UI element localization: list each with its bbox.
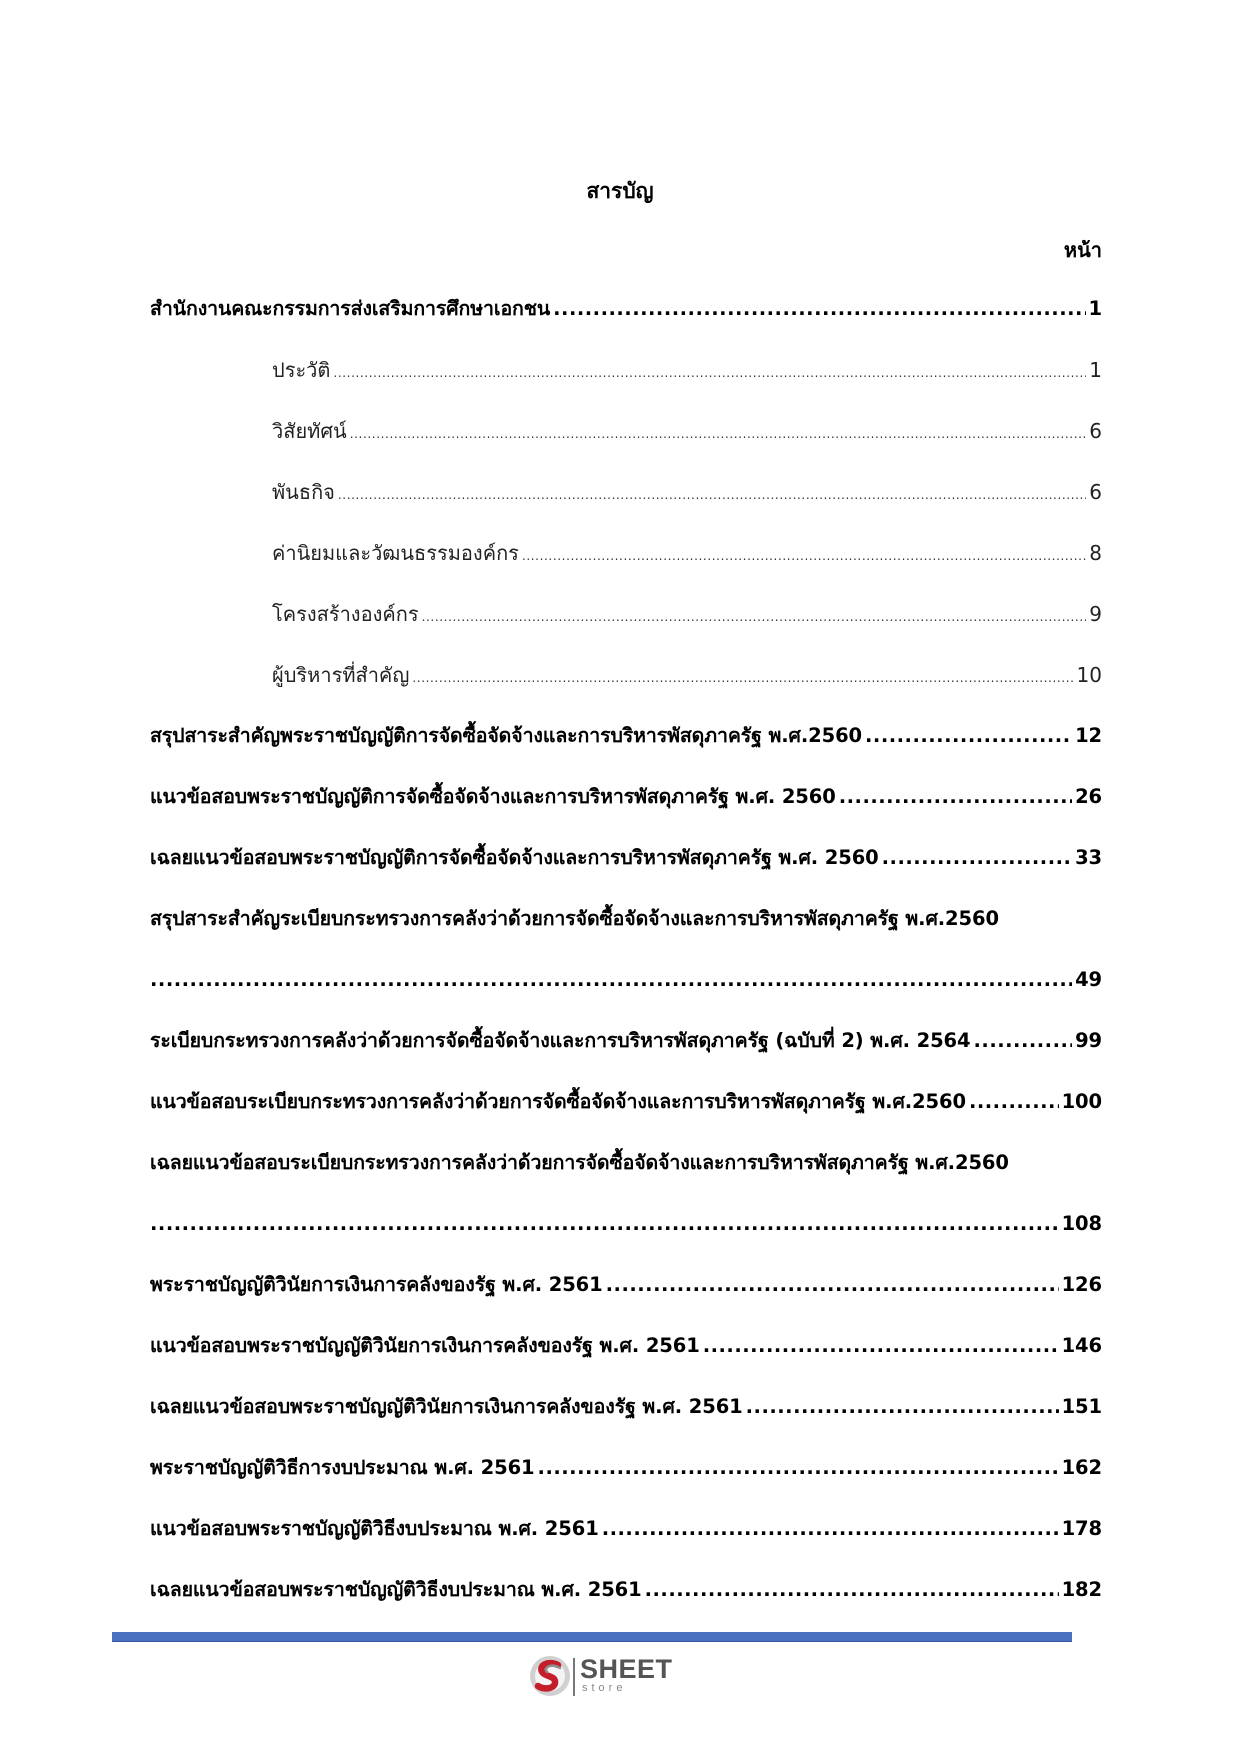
dot-leader — [865, 721, 1072, 751]
dot-leader — [969, 1087, 1059, 1117]
dot-leader — [333, 358, 1086, 388]
toc-entry-title: วิสัยทัศน์ — [272, 419, 347, 443]
toc-entry — [150, 1331, 1102, 1392]
toc-entry-page-number: 100 — [1061, 1090, 1102, 1113]
dot-leader — [606, 1270, 1059, 1300]
toc-entry — [150, 1453, 1102, 1514]
toc-entry-title: พระราชบัญญัติวินัยการเงินการคลังของรัฐ พ.ศ. 2561 — [150, 1273, 603, 1296]
logo-separator — [573, 1658, 575, 1696]
toc-entry-page-number: 108 — [1061, 1212, 1102, 1235]
toc-entry-page-number: 10 — [1076, 663, 1102, 687]
toc-entry — [150, 355, 1102, 416]
toc-entry — [150, 538, 1102, 599]
toc-entry-title: ระเบียบกระทรวงการคลังว่าด้วยการจัดซื้อจัดจ้างและการบริหารพัสดุภาครัฐ (ฉบับที่ 2) พ.ศ. 2564 — [150, 1029, 971, 1052]
dot-leader — [882, 843, 1072, 873]
toc-entry-title: แนวข้อสอบพระราชบัญญัติวิธีงบประมาณ พ.ศ. 2561 — [150, 1517, 599, 1540]
toc-entry-continuation — [150, 965, 1102, 995]
toc-entry-continuation — [150, 1209, 1102, 1239]
toc-entry-page-number: 151 — [1061, 1395, 1102, 1418]
toc-entry-title: ประวัติ — [272, 358, 331, 382]
dot-leader — [839, 782, 1072, 812]
logo-text: SHEET — [580, 1654, 673, 1684]
page-column-header: หน้า — [1063, 238, 1102, 262]
toc-entry-title: ค่านิยมและวัฒนธรรมองค์กร — [272, 541, 519, 565]
toc-entry-title: เฉลยแนวข้อสอบพระราชบัญญัติวิธีงบประมาณ พ.ศ. 2561 — [150, 1578, 642, 1601]
dot-leader — [974, 1026, 1073, 1056]
toc-entry-page-number: 1 — [1088, 297, 1102, 320]
toc-entry — [150, 1026, 1102, 1087]
toc-entry — [150, 599, 1102, 660]
toc-entry — [150, 477, 1102, 538]
toc-entry-page-number: 126 — [1061, 1273, 1102, 1296]
page-title: สารบัญ — [586, 179, 654, 203]
toc-entry — [150, 721, 1102, 782]
toc-entry-title: โครงสร้างองค์กร — [272, 602, 419, 626]
dot-leader — [412, 663, 1073, 693]
toc-entry-title: สำนักงานคณะกรรมการส่งเสริมการศึกษาเอกชน — [150, 297, 551, 320]
toc-entry-title: สรุปสาระสำคัญพระราชบัญญัติการจัดซื้อจัดจ้างและการบริหารพัสดุภาครัฐ พ.ศ.2560 — [150, 724, 863, 747]
toc-entry — [150, 1087, 1102, 1148]
dot-leader — [645, 1575, 1059, 1605]
toc-entry — [150, 1392, 1102, 1453]
toc-entry-page-number: 182 — [1061, 1578, 1102, 1601]
toc-entry-page-number: 6 — [1089, 480, 1102, 504]
toc-entry-title: เฉลยแนวข้อสอบพระราชบัญญัติวินัยการเงินการคลังของรัฐ พ.ศ. 2561 — [150, 1395, 743, 1418]
toc-entry-page-number: 12 — [1075, 724, 1102, 747]
toc-entry-title: แนวข้อสอบระเบียบกระทรวงการคลังว่าด้วยการจัดซื้อจัดจ้างและการบริหารพัสดุภาครัฐ พ.ศ.2560 — [150, 1090, 966, 1113]
toc-entry-title: พระราชบัญญัติวิธีการงบประมาณ พ.ศ. 2561 — [150, 1456, 535, 1479]
table-of-contents — [150, 294, 1102, 1636]
dot-leader — [522, 541, 1086, 571]
sheet-store-logo-icon — [528, 1652, 572, 1700]
toc-entry-title: แนวข้อสอบพระราชบัญญัติการจัดซื้อจัดจ้างและการบริหารพัสดุภาครัฐ พ.ศ. 2560 — [150, 785, 836, 808]
toc-entry — [150, 416, 1102, 477]
toc-entry — [150, 1148, 1102, 1270]
dot-leader — [538, 1453, 1059, 1483]
dot-leader — [602, 1514, 1059, 1544]
toc-entry — [150, 1514, 1102, 1575]
toc-entry — [150, 782, 1102, 843]
toc-entry — [150, 904, 1102, 1026]
toc-entry-page-number: 162 — [1061, 1456, 1102, 1479]
footer-logo — [528, 1652, 698, 1702]
toc-entry-title: แนวข้อสอบพระราชบัญญัติวินัยการเงินการคลังของรัฐ พ.ศ. 2561 — [150, 1334, 700, 1357]
toc-entry-page-number: 26 — [1075, 785, 1102, 808]
toc-entry — [150, 1270, 1102, 1331]
dot-leader — [746, 1392, 1059, 1422]
footer-rule — [112, 1632, 1072, 1642]
toc-entry-page-number: 8 — [1089, 541, 1102, 565]
toc-entry — [150, 660, 1102, 721]
dot-leader — [338, 480, 1086, 510]
toc-entry-page-number: 49 — [1075, 968, 1102, 991]
toc-entry-page-number: 33 — [1075, 846, 1102, 869]
toc-entry-page-number: 146 — [1061, 1334, 1102, 1357]
toc-entry — [150, 843, 1102, 904]
toc-entry-page-number: 99 — [1075, 1029, 1102, 1052]
toc-entry-title: พันธกิจ — [272, 480, 335, 504]
toc-entry-page-number: 9 — [1089, 602, 1102, 626]
dot-leader — [350, 419, 1087, 449]
logo-subtext: store — [582, 1682, 627, 1694]
dot-leader — [703, 1331, 1059, 1361]
toc-entry-title: เฉลยแนวข้อสอบพระราชบัญญัติการจัดซื้อจัดจ้างและการบริหารพัสดุภาครัฐ พ.ศ. 2560 — [150, 846, 879, 869]
dot-leader — [150, 1209, 1059, 1239]
dot-leader — [150, 965, 1072, 995]
dot-leader — [553, 294, 1085, 324]
toc-entry — [150, 1575, 1102, 1636]
toc-entry-title: เฉลยแนวข้อสอบระเบียบกระทรวงการคลังว่าด้วยการจัดซื้อจัดจ้างและการบริหารพัสดุภาครัฐ พ.ศ.2560 — [150, 1151, 1009, 1174]
toc-entry-title: ผู้บริหารที่สำคัญ — [272, 663, 410, 687]
toc-entry-page-number: 6 — [1089, 419, 1102, 443]
toc-entry-page-number: 178 — [1061, 1517, 1102, 1540]
toc-entry — [150, 294, 1102, 355]
toc-entry-page-number: 1 — [1089, 358, 1102, 382]
dot-leader — [422, 602, 1087, 632]
toc-entry-title: สรุปสาระสำคัญระเบียบกระทรวงการคลังว่าด้วยการจัดซื้อจัดจ้างและการบริหารพัสดุภาครัฐ พ.ศ.2560 — [150, 907, 999, 930]
